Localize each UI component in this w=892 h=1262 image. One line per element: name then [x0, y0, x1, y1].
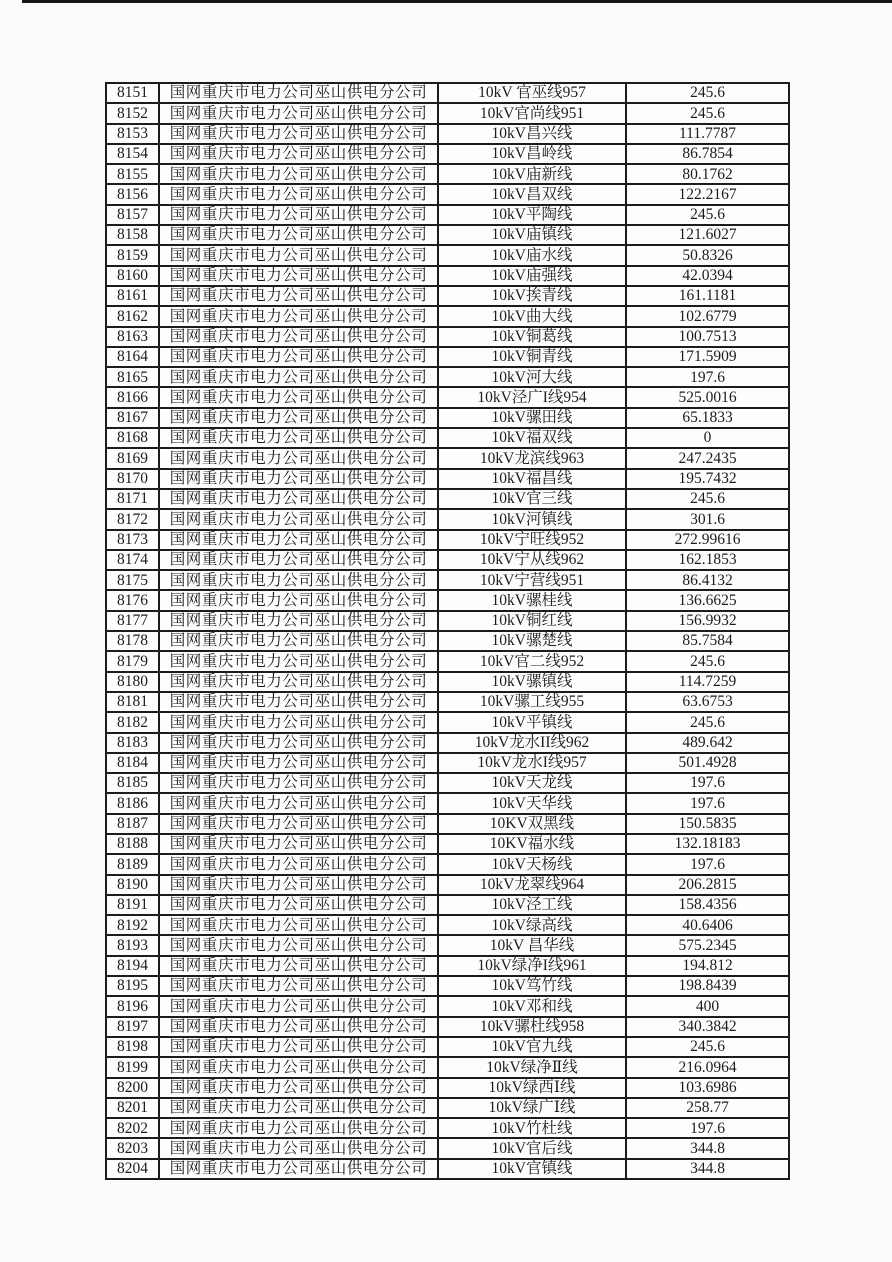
line-name-cell: 10KV双黑线 [438, 814, 626, 834]
line-name-cell: 10kV骡杜线958 [438, 1017, 626, 1037]
table-row [106, 387, 789, 407]
line-name-cell: 10kV骡楚线 [438, 631, 626, 651]
row-id-cell: 8204 [106, 1159, 159, 1179]
company-cell: 国网重庆市电力公司巫山供电分公司 [159, 103, 438, 123]
company-cell: 国网重庆市电力公司巫山供电分公司 [159, 793, 438, 813]
line-name-cell: 10kV笃竹线 [438, 976, 626, 996]
company-cell: 国网重庆市电力公司巫山供电分公司 [159, 976, 438, 996]
company-cell: 国网重庆市电力公司巫山供电分公司 [159, 733, 438, 753]
company-cell: 国网重庆市电力公司巫山供电分公司 [159, 184, 438, 204]
line-name-cell: 10kV昌兴线 [438, 124, 626, 144]
company-cell: 国网重庆市电力公司巫山供电分公司 [159, 83, 438, 103]
row-id-cell: 8178 [106, 631, 159, 651]
line-name-cell: 10kV骡田线 [438, 408, 626, 428]
line-name-cell: 10kV河镇线 [438, 509, 626, 529]
table-row [106, 1017, 789, 1037]
company-cell: 国网重庆市电力公司巫山供电分公司 [159, 266, 438, 286]
row-id-cell: 8154 [106, 144, 159, 164]
value-cell: 50.8326 [626, 245, 789, 265]
row-id-cell: 8174 [106, 550, 159, 570]
line-name-cell: 10kV铜青线 [438, 347, 626, 367]
value-cell: 0 [626, 428, 789, 448]
table-row [106, 915, 789, 935]
company-cell: 国网重庆市电力公司巫山供电分公司 [159, 327, 438, 347]
line-name-cell: 10kV绿广Ⅰ线 [438, 1098, 626, 1118]
value-cell: 216.0964 [626, 1057, 789, 1077]
value-cell: 489.642 [626, 733, 789, 753]
value-cell: 272.99616 [626, 530, 789, 550]
value-cell: 80.1762 [626, 164, 789, 184]
row-id-cell: 8167 [106, 408, 159, 428]
company-cell: 国网重庆市电力公司巫山供电分公司 [159, 347, 438, 367]
row-id-cell: 8191 [106, 895, 159, 915]
line-name-cell: 10kV泾工线 [438, 895, 626, 915]
company-cell: 国网重庆市电力公司巫山供电分公司 [159, 530, 438, 550]
table-row [106, 875, 789, 895]
line-name-cell: 10kV泾广I线954 [438, 387, 626, 407]
row-id-cell: 8172 [106, 509, 159, 529]
company-cell: 国网重庆市电力公司巫山供电分公司 [159, 1017, 438, 1037]
value-cell: 195.7432 [626, 469, 789, 489]
row-id-cell: 8201 [106, 1098, 159, 1118]
company-cell: 国网重庆市电力公司巫山供电分公司 [159, 915, 438, 935]
row-id-cell: 8153 [106, 124, 159, 144]
table-row [106, 428, 789, 448]
line-name-cell: 10kV宁旺线952 [438, 530, 626, 550]
row-id-cell: 8164 [106, 347, 159, 367]
company-cell: 国网重庆市电力公司巫山供电分公司 [159, 854, 438, 874]
row-id-cell: 8155 [106, 164, 159, 184]
value-cell: 85.7584 [626, 631, 789, 651]
company-cell: 国网重庆市电力公司巫山供电分公司 [159, 956, 438, 976]
line-name-cell: 10kV官镇线 [438, 1159, 626, 1179]
row-id-cell: 8168 [106, 428, 159, 448]
line-name-cell: 10kV邓和线 [438, 996, 626, 1016]
row-id-cell: 8158 [106, 225, 159, 245]
table-row [106, 733, 789, 753]
row-id-cell: 8179 [106, 651, 159, 671]
line-name-cell: 10kV福昌线 [438, 469, 626, 489]
table-row [106, 205, 789, 225]
line-name-cell: 10kV河大线 [438, 367, 626, 387]
power-line-table [105, 82, 790, 1180]
value-cell: 245.6 [626, 205, 789, 225]
company-cell: 国网重庆市电力公司巫山供电分公司 [159, 306, 438, 326]
table-row [106, 530, 789, 550]
value-cell: 132.18183 [626, 834, 789, 854]
table-row [106, 956, 789, 976]
value-cell: 197.6 [626, 854, 789, 874]
table-row [106, 611, 789, 631]
row-id-cell: 8194 [106, 956, 159, 976]
company-cell: 国网重庆市电力公司巫山供电分公司 [159, 245, 438, 265]
value-cell: 197.6 [626, 1118, 789, 1138]
value-cell: 197.6 [626, 773, 789, 793]
line-name-cell: 10kV 昌华线 [438, 935, 626, 955]
row-id-cell: 8177 [106, 611, 159, 631]
value-cell: 245.6 [626, 83, 789, 103]
line-name-cell: 10kV曲大线 [438, 306, 626, 326]
value-cell: 198.8439 [626, 976, 789, 996]
line-name-cell: 10kV官二线952 [438, 651, 626, 671]
value-cell: 340.3842 [626, 1017, 789, 1037]
value-cell: 194.812 [626, 956, 789, 976]
value-cell: 525.0016 [626, 387, 789, 407]
value-cell: 102.6779 [626, 306, 789, 326]
table-row [106, 448, 789, 468]
line-name-cell: 10kV铜葛线 [438, 327, 626, 347]
value-cell: 247.2435 [626, 448, 789, 468]
line-name-cell: 10kV平陶线 [438, 205, 626, 225]
value-cell: 65.1833 [626, 408, 789, 428]
line-name-cell: 10kV官后线 [438, 1138, 626, 1158]
table-row [106, 489, 789, 509]
line-name-cell: 10kV天杨线 [438, 854, 626, 874]
table-row [106, 976, 789, 996]
value-cell: 86.7854 [626, 144, 789, 164]
row-id-cell: 8189 [106, 854, 159, 874]
company-cell: 国网重庆市电力公司巫山供电分公司 [159, 387, 438, 407]
table-row [106, 692, 789, 712]
line-name-cell: 10kV天龙线 [438, 773, 626, 793]
company-cell: 国网重庆市电力公司巫山供电分公司 [159, 651, 438, 671]
company-cell: 国网重庆市电力公司巫山供电分公司 [159, 814, 438, 834]
line-name-cell: 10kV龙水II线962 [438, 733, 626, 753]
company-cell: 国网重庆市电力公司巫山供电分公司 [159, 672, 438, 692]
value-cell: 206.2815 [626, 875, 789, 895]
table-row [106, 895, 789, 915]
row-id-cell: 8161 [106, 286, 159, 306]
row-id-cell: 8193 [106, 935, 159, 955]
table-row [106, 124, 789, 144]
table-row [106, 469, 789, 489]
row-id-cell: 8175 [106, 570, 159, 590]
row-id-cell: 8183 [106, 733, 159, 753]
row-id-cell: 8192 [106, 915, 159, 935]
company-cell: 国网重庆市电力公司巫山供电分公司 [159, 448, 438, 468]
row-id-cell: 8159 [106, 245, 159, 265]
value-cell: 158.4356 [626, 895, 789, 915]
company-cell: 国网重庆市电力公司巫山供电分公司 [159, 895, 438, 915]
row-id-cell: 8199 [106, 1057, 159, 1077]
value-cell: 121.6027 [626, 225, 789, 245]
table-row [106, 408, 789, 428]
company-cell: 国网重庆市电力公司巫山供电分公司 [159, 834, 438, 854]
value-cell: 114.7259 [626, 672, 789, 692]
table-row [106, 1037, 789, 1057]
row-id-cell: 8190 [106, 875, 159, 895]
row-id-cell: 8196 [106, 996, 159, 1016]
table-row [106, 306, 789, 326]
company-cell: 国网重庆市电力公司巫山供电分公司 [159, 509, 438, 529]
table-row [106, 814, 789, 834]
line-name-cell: 10kV宁从线962 [438, 550, 626, 570]
company-cell: 国网重庆市电力公司巫山供电分公司 [159, 773, 438, 793]
value-cell: 245.6 [626, 103, 789, 123]
table-row [106, 773, 789, 793]
row-id-cell: 8160 [106, 266, 159, 286]
company-cell: 国网重庆市电力公司巫山供电分公司 [159, 164, 438, 184]
row-id-cell: 8156 [106, 184, 159, 204]
company-cell: 国网重庆市电力公司巫山供电分公司 [159, 631, 438, 651]
line-name-cell: 10kV官九线 [438, 1037, 626, 1057]
table-row [106, 1118, 789, 1138]
row-id-cell: 8185 [106, 773, 159, 793]
table-row [106, 184, 789, 204]
line-name-cell: 10kV平镇线 [438, 712, 626, 732]
line-name-cell: 10kV昌双线 [438, 184, 626, 204]
table-row [106, 854, 789, 874]
line-name-cell: 10kV庙镇线 [438, 225, 626, 245]
line-name-cell: 10kV 官巫线957 [438, 83, 626, 103]
row-id-cell: 8173 [106, 530, 159, 550]
row-id-cell: 8171 [106, 489, 159, 509]
line-name-cell: 10kV骡工线955 [438, 692, 626, 712]
row-id-cell: 8195 [106, 976, 159, 996]
value-cell: 161.1181 [626, 286, 789, 306]
company-cell: 国网重庆市电力公司巫山供电分公司 [159, 753, 438, 773]
line-name-cell: 10kV龙滨线963 [438, 448, 626, 468]
company-cell: 国网重庆市电力公司巫山供电分公司 [159, 875, 438, 895]
value-cell: 171.5909 [626, 347, 789, 367]
row-id-cell: 8166 [106, 387, 159, 407]
company-cell: 国网重庆市电力公司巫山供电分公司 [159, 570, 438, 590]
line-name-cell: 10kV绿净Ⅱ线 [438, 1057, 626, 1077]
table-row [106, 225, 789, 245]
value-cell: 197.6 [626, 367, 789, 387]
row-id-cell: 8187 [106, 814, 159, 834]
row-id-cell: 8157 [106, 205, 159, 225]
company-cell: 国网重庆市电力公司巫山供电分公司 [159, 1118, 438, 1138]
value-cell: 100.7513 [626, 327, 789, 347]
value-cell: 301.6 [626, 509, 789, 529]
table-body [106, 83, 789, 1179]
value-cell: 103.6986 [626, 1078, 789, 1098]
row-id-cell: 8170 [106, 469, 159, 489]
table-row [106, 164, 789, 184]
line-name-cell: 10kV绿高线 [438, 915, 626, 935]
line-name-cell: 10kV官三线 [438, 489, 626, 509]
company-cell: 国网重庆市电力公司巫山供电分公司 [159, 692, 438, 712]
company-cell: 国网重庆市电力公司巫山供电分公司 [159, 590, 438, 610]
value-cell: 245.6 [626, 1037, 789, 1057]
table-row [106, 753, 789, 773]
value-cell: 86.4132 [626, 570, 789, 590]
row-id-cell: 8181 [106, 692, 159, 712]
company-cell: 国网重庆市电力公司巫山供电分公司 [159, 1057, 438, 1077]
row-id-cell: 8186 [106, 793, 159, 813]
table-row [106, 347, 789, 367]
value-cell: 245.6 [626, 489, 789, 509]
table-row [106, 1138, 789, 1158]
value-cell: 344.8 [626, 1138, 789, 1158]
row-id-cell: 8188 [106, 834, 159, 854]
line-name-cell: 10kV绿净I线961 [438, 956, 626, 976]
table-row [106, 570, 789, 590]
row-id-cell: 8197 [106, 1017, 159, 1037]
row-id-cell: 8184 [106, 753, 159, 773]
line-name-cell: 10kV官尚线951 [438, 103, 626, 123]
company-cell: 国网重庆市电力公司巫山供电分公司 [159, 1078, 438, 1098]
table-row [106, 550, 789, 570]
company-cell: 国网重庆市电力公司巫山供电分公司 [159, 1098, 438, 1118]
row-id-cell: 8200 [106, 1078, 159, 1098]
company-cell: 国网重庆市电力公司巫山供电分公司 [159, 712, 438, 732]
company-cell: 国网重庆市电力公司巫山供电分公司 [159, 1159, 438, 1179]
table-row [106, 793, 789, 813]
company-cell: 国网重庆市电力公司巫山供电分公司 [159, 367, 438, 387]
line-name-cell: 10KV福水线 [438, 834, 626, 854]
value-cell: 344.8 [626, 1159, 789, 1179]
table-row [106, 367, 789, 387]
line-name-cell: 10kV骡镇线 [438, 672, 626, 692]
line-name-cell: 10kV庙水线 [438, 245, 626, 265]
company-cell: 国网重庆市电力公司巫山供电分公司 [159, 996, 438, 1016]
table-row [106, 631, 789, 651]
table-row [106, 1078, 789, 1098]
table-row [106, 83, 789, 103]
table-row [106, 590, 789, 610]
value-cell: 156.9932 [626, 611, 789, 631]
line-name-cell: 10kV宁营线951 [438, 570, 626, 590]
value-cell: 258.77 [626, 1098, 789, 1118]
row-id-cell: 8152 [106, 103, 159, 123]
line-name-cell: 10kV龙翠线964 [438, 875, 626, 895]
value-cell: 197.6 [626, 793, 789, 813]
company-cell: 国网重庆市电力公司巫山供电分公司 [159, 124, 438, 144]
company-cell: 国网重庆市电力公司巫山供电分公司 [159, 469, 438, 489]
row-id-cell: 8182 [106, 712, 159, 732]
company-cell: 国网重庆市电力公司巫山供电分公司 [159, 408, 438, 428]
table-row [106, 1159, 789, 1179]
row-id-cell: 8198 [106, 1037, 159, 1057]
line-name-cell: 10kV铜红线 [438, 611, 626, 631]
line-name-cell: 10kV竹杜线 [438, 1118, 626, 1138]
value-cell: 575.2345 [626, 935, 789, 955]
table-row [106, 245, 789, 265]
table-row [106, 672, 789, 692]
company-cell: 国网重庆市电力公司巫山供电分公司 [159, 1037, 438, 1057]
line-name-cell: 10kV昌岭线 [438, 144, 626, 164]
line-name-cell: 10kV骡桂线 [438, 590, 626, 610]
company-cell: 国网重庆市电力公司巫山供电分公司 [159, 144, 438, 164]
value-cell: 122.2167 [626, 184, 789, 204]
line-name-cell: 10kV绿西Ⅰ线 [438, 1078, 626, 1098]
row-id-cell: 8151 [106, 83, 159, 103]
company-cell: 国网重庆市电力公司巫山供电分公司 [159, 225, 438, 245]
company-cell: 国网重庆市电力公司巫山供电分公司 [159, 489, 438, 509]
row-id-cell: 8163 [106, 327, 159, 347]
value-cell: 150.5835 [626, 814, 789, 834]
table-row [106, 509, 789, 529]
row-id-cell: 8176 [106, 590, 159, 610]
company-cell: 国网重庆市电力公司巫山供电分公司 [159, 935, 438, 955]
line-name-cell: 10kV庙新线 [438, 164, 626, 184]
row-id-cell: 8169 [106, 448, 159, 468]
company-cell: 国网重庆市电力公司巫山供电分公司 [159, 428, 438, 448]
line-name-cell: 10kV龙水I线957 [438, 753, 626, 773]
value-cell: 63.6753 [626, 692, 789, 712]
value-cell: 136.6625 [626, 590, 789, 610]
table-row [106, 996, 789, 1016]
page-top-rule [22, 0, 892, 3]
company-cell: 国网重庆市电力公司巫山供电分公司 [159, 611, 438, 631]
value-cell: 42.0394 [626, 266, 789, 286]
company-cell: 国网重庆市电力公司巫山供电分公司 [159, 1138, 438, 1158]
line-name-cell: 10kV庙强线 [438, 266, 626, 286]
row-id-cell: 8162 [106, 306, 159, 326]
company-cell: 国网重庆市电力公司巫山供电分公司 [159, 205, 438, 225]
table-row [106, 1098, 789, 1118]
line-name-cell: 10kV福双线 [438, 428, 626, 448]
table-row [106, 144, 789, 164]
table-row [106, 1057, 789, 1077]
value-cell: 40.6406 [626, 915, 789, 935]
table-row [106, 266, 789, 286]
table-row [106, 327, 789, 347]
table-row [106, 935, 789, 955]
row-id-cell: 8202 [106, 1118, 159, 1138]
value-cell: 111.7787 [626, 124, 789, 144]
line-name-cell: 10kV天华线 [438, 793, 626, 813]
row-id-cell: 8165 [106, 367, 159, 387]
company-cell: 国网重庆市电力公司巫山供电分公司 [159, 286, 438, 306]
table-row [106, 651, 789, 671]
value-cell: 245.6 [626, 712, 789, 732]
row-id-cell: 8203 [106, 1138, 159, 1158]
company-cell: 国网重庆市电力公司巫山供电分公司 [159, 550, 438, 570]
table-row [106, 286, 789, 306]
table-row [106, 103, 789, 123]
row-id-cell: 8180 [106, 672, 159, 692]
value-cell: 245.6 [626, 651, 789, 671]
value-cell: 501.4928 [626, 753, 789, 773]
table-row [106, 834, 789, 854]
value-cell: 162.1853 [626, 550, 789, 570]
value-cell: 400 [626, 996, 789, 1016]
table-row [106, 712, 789, 732]
line-name-cell: 10kV挨青线 [438, 286, 626, 306]
